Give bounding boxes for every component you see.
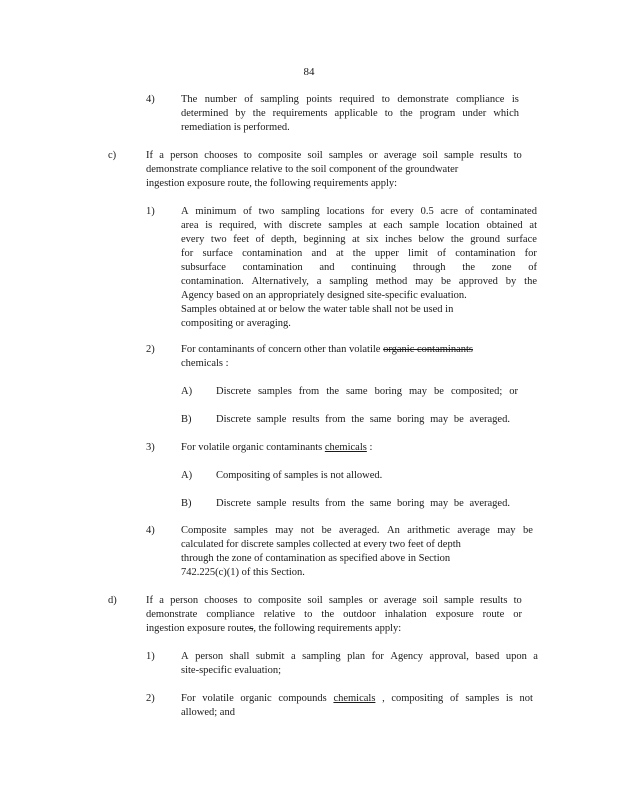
item-label: B) [181,498,192,509]
item-text-line: For volatile organic contaminants chemicals : [181,442,373,453]
item-label: 1) [146,651,155,662]
item-text-line: Discrete sample results from the same boring may be averaged. [216,414,510,425]
item-text-line: remediation is performed. [181,122,290,133]
item-label: A) [181,386,193,397]
item-text-line: Compositing of samples is not allowed. [216,470,383,481]
item-text-line: ingestion exposure routes, the following requirements apply: [146,623,402,634]
item-text-line: Agency based on an appropriately designed site-specific evaluation. [181,290,467,301]
item-label: 4) [146,94,155,105]
page-number: 84 [303,66,315,78]
item-text-line: subsurface contamination and continuing through the zone of [181,262,537,273]
item-text-line: demonstrate compliance relative to the outdoor inhalation exposure route or [146,609,522,620]
item-label: B) [181,414,192,425]
item-text-line: determined by the requirements applicable to the program under which [181,108,519,119]
item-text-line: every two feet of depth, beginning at six inches below the ground surface [181,234,537,245]
item-text-line: If a person chooses to composite soil samples or average soil sample results to [146,595,522,606]
item-text-line: for surface contamination and at the upper limit of contamination for [181,248,537,259]
item-text-line: If a person chooses to composite soil samples or average soil sample results to [146,150,522,161]
item-text-line: calculated for discrete samples collected at every two feet of depth [181,539,461,550]
item-label: 2) [146,693,155,704]
item-text-line: The number of sampling points required to demonstrate compliance is [181,94,519,105]
item-label: c) [108,150,117,161]
item-text-line: A person shall submit a sampling plan for Agency approval, based upon a [181,651,538,662]
item-text-line: through the zone of contamination as specified above in Section [181,553,451,564]
item-text-line: Composite samples may not be averaged. An arithmetic average may be [181,525,533,536]
item-label: d) [108,595,117,606]
item-text-line: allowed; and [181,707,235,718]
item-text-line: demonstrate compliance relative to the soil component of the groundwater [146,164,459,175]
item-text-line: compositing or averaging. [181,318,291,329]
item-text-line: A minimum of two sampling locations for every 0.5 acre of contaminated [181,206,537,217]
item-label: 2) [146,344,155,355]
item-text-line: Samples obtained at or below the water table shall not be used in [181,304,454,315]
item-text-line: Discrete samples from the same boring may be composited; or [216,386,518,397]
item-label: 1) [146,206,155,217]
item-text-line: site-specific evaluation; [181,665,282,676]
item-text-line: Discrete sample results from the same boring may be averaged. [216,498,510,509]
item-label: 3) [146,442,155,453]
item-text-line: chemicals : [181,358,229,369]
item-text-line: ingestion exposure route, the following requirements apply: [146,178,398,189]
item-text-line: 742.225(c)(1) of this Section. [181,567,305,578]
item-text-line: For volatile organic compounds chemicals , compositing of samples is not [181,693,533,704]
item-label: 4) [146,525,155,536]
item-label: A) [181,470,193,481]
item-text-line: contamination. Alternatively, a sampling method may be approved by the [181,276,537,287]
item-text-line: For contaminants of concern other than volatile organic contaminants [181,344,473,355]
item-text-line: area is required, with discrete samples at each sample location obtained at [181,220,537,231]
